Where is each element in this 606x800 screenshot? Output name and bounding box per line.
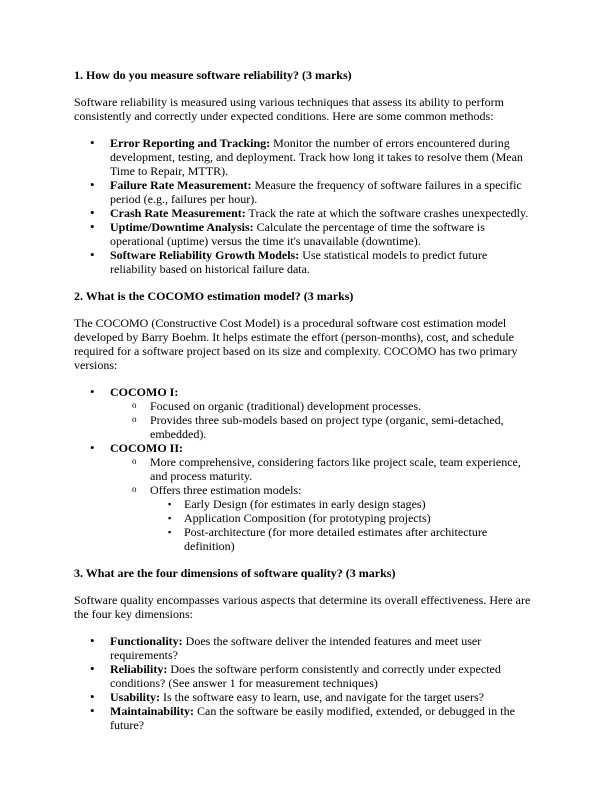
item-term: Reliability:: [110, 662, 168, 676]
list-item: [74, 206, 536, 220]
sub-list: [110, 399, 536, 441]
list-item: [74, 634, 536, 662]
item-term: Failure Rate Measurement:: [110, 178, 252, 192]
item-term: Crash Rate Measurement:: [110, 206, 246, 220]
question-3-heading: 3. What are the four dimensions of software quality? (3 marks): [74, 566, 396, 580]
question-2-intro: The COCOMO (Constructive Cost Model) is a procedural software cost estimation model developed by Barry Boehm. It helps estimate the effort (person-months), cost, and schedule required for a software project based on its size and complexity. COCOMO has two primary versions:: [74, 316, 518, 372]
list-item: [74, 385, 536, 441]
question-3-intro: Software quality encompasses various aspects that determine its overall effectiveness. Here are the four key dimensions:: [74, 593, 531, 621]
item-term: COCOMO I:: [110, 385, 179, 399]
item-text: Measure the frequency of software failures in a specific period (e.g., failures per hour).: [110, 178, 522, 206]
quality-dimensions-list: [74, 634, 536, 732]
item-text: Does the software deliver the intended features and meet user requirements?: [110, 634, 482, 662]
list-item: [74, 690, 536, 704]
list-item: [74, 704, 536, 732]
item-term: Maintainability:: [110, 704, 195, 718]
item-text: Does the software perform consistently and correctly under expected conditions? (See answer 1 for measurement techniques): [110, 662, 501, 690]
sub-sub-list: [150, 497, 536, 553]
item-term: Usability:: [110, 690, 161, 704]
question-2-heading: 2. What is the COCOMO estimation model? (3 marks): [74, 289, 354, 303]
item-term: Functionality:: [110, 634, 183, 648]
sub-sub-list-item: ▪ Application Composition (for prototyping projects): [150, 511, 536, 525]
question-1-heading: 1. How do you measure software reliability? (3 marks): [74, 68, 352, 82]
list-item: [74, 136, 536, 178]
item-term: Error Reporting and Tracking:: [110, 136, 271, 150]
item-text: Calculate the percentage of time the software is operational (uptime) versus the time it's unavailable (downtime).: [110, 220, 485, 248]
sub-list-item: o Provides three sub-models based on project type (organic, semi-detached, embedded).: [110, 413, 536, 441]
item-text: Track the rate at which the software crashes unexpectedly.: [245, 206, 529, 220]
item-text: Monitor the number of errors encountered during development, testing, and deployment. Track how long it takes to resolve them (Mean Time to Repair, MTTR).: [110, 136, 523, 178]
cocomo-versions-list: [74, 385, 536, 553]
sub-sub-list-item: ▪ Early Design (for estimates in early design stages): [150, 497, 536, 511]
item-text: Use statistical models to predict future reliability based on historical failure data.: [110, 248, 488, 276]
item-term: COCOMO II:: [110, 441, 183, 455]
sub-list-item: [110, 483, 536, 553]
reliability-methods-list: [74, 136, 536, 276]
item-term: Software Reliability Growth Models:: [110, 248, 300, 262]
item-text: Can the software be easily modified, extended, or debugged in the future?: [110, 704, 515, 732]
item-term: Uptime/Downtime Analysis:: [110, 220, 254, 234]
sub-list: [110, 455, 536, 553]
sub-list-item: o More comprehensive, considering factors like project scale, team experience, and process maturity.: [110, 455, 536, 483]
sub-list-text: Offers three estimation models:: [150, 483, 302, 497]
list-item: [74, 662, 536, 690]
sub-sub-list-item: ▪ Post-architecture (for more detailed estimates after architecture definition): [150, 525, 536, 553]
list-item: [74, 248, 536, 276]
sub-list-item: o Focused on organic (traditional) development processes.: [110, 399, 536, 413]
item-text: Is the software easy to learn, use, and navigate for the target users?: [160, 690, 485, 704]
list-item: [74, 220, 536, 248]
list-item: [74, 178, 536, 206]
question-1-intro: Software reliability is measured using various techniques that assess its ability to perform consistently and correctly under expected conditions. Here are some common methods:: [74, 95, 504, 123]
list-item: [74, 441, 536, 553]
